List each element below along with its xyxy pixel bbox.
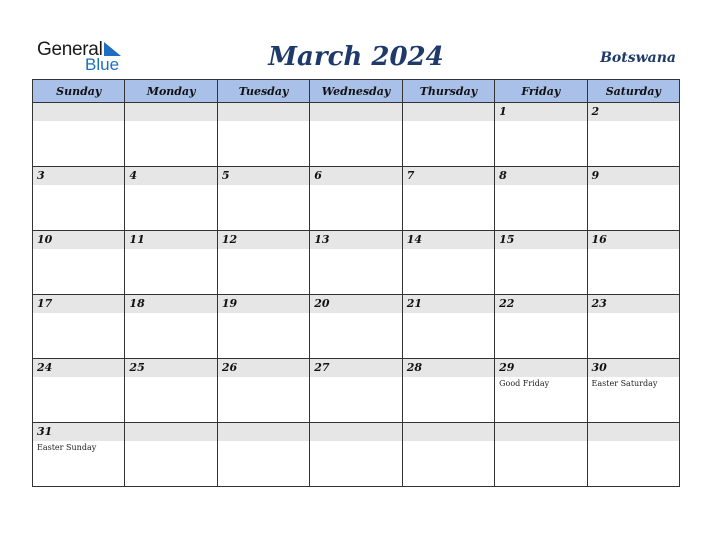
day-cell [495, 103, 587, 167]
day-number: 30 [591, 361, 607, 374]
day-cell [310, 231, 402, 295]
day-band [588, 423, 679, 441]
day-band [495, 423, 586, 441]
day-cell [587, 103, 679, 167]
day-number: 28 [406, 361, 422, 374]
day-number: 29 [499, 361, 515, 374]
day-cell [587, 295, 679, 359]
day-cell [402, 423, 494, 487]
weekday-header: Wednesday [310, 80, 402, 103]
day-band [403, 103, 494, 121]
day-number: 22 [499, 297, 515, 310]
day-cell [587, 231, 679, 295]
day-number: 7 [406, 169, 415, 182]
day-number: 19 [221, 297, 238, 310]
day-cell [33, 103, 125, 167]
day-number: 12 [221, 233, 238, 246]
day-number: 3 [37, 169, 45, 182]
day-cell [402, 103, 494, 167]
day-cell [125, 359, 217, 423]
day-number: 5 [221, 169, 230, 182]
day-number: 13 [314, 233, 330, 246]
day-number: 24 [37, 361, 53, 374]
day-number: 20 [314, 297, 330, 310]
day-cell [310, 359, 402, 423]
day-cell [217, 103, 309, 167]
day-cell [495, 167, 587, 231]
day-number: 11 [129, 233, 145, 246]
holiday-label: Easter Sunday [37, 443, 97, 452]
day-number: 25 [129, 361, 145, 374]
day-cell [495, 295, 587, 359]
day-cell [402, 167, 494, 231]
day-cell [33, 295, 125, 359]
day-cell [495, 359, 587, 423]
day-number: 9 [591, 169, 600, 182]
week-row [33, 423, 680, 487]
logo-word-general: General [37, 39, 103, 60]
day-band [218, 423, 309, 441]
day-cell [495, 231, 587, 295]
day-band [403, 167, 494, 185]
day-number: 17 [37, 297, 53, 310]
day-number: 8 [499, 169, 507, 182]
day-number: 18 [129, 297, 145, 310]
day-cell [217, 167, 309, 231]
day-cell [310, 103, 402, 167]
page-title: March 2024 [268, 42, 444, 72]
day-cell [310, 423, 402, 487]
weekday-header: Saturday [587, 80, 679, 103]
day-cell [217, 295, 309, 359]
day-band [403, 423, 494, 441]
day-band [125, 167, 216, 185]
day-band [33, 167, 124, 185]
day-number: 23 [591, 297, 607, 310]
weekday-header: Sunday [33, 80, 125, 103]
day-band [218, 103, 309, 121]
day-cell [125, 295, 217, 359]
day-cell [125, 103, 217, 167]
day-cell [125, 231, 217, 295]
day-cell [33, 167, 125, 231]
day-number: 31 [37, 425, 53, 438]
day-cell [587, 359, 679, 423]
weekday-header: Monday [125, 80, 217, 103]
country-label: Botswana [600, 50, 676, 66]
day-cell [125, 423, 217, 487]
week-row [33, 167, 680, 231]
holiday-label: Easter Saturday [591, 379, 658, 388]
day-number: 1 [499, 105, 507, 118]
day-band [495, 167, 586, 185]
weekday-header: Thursday [402, 80, 494, 103]
day-band [218, 167, 309, 185]
day-number: 15 [499, 233, 515, 246]
day-number: 4 [129, 169, 138, 182]
day-number: 21 [406, 297, 422, 310]
day-band [125, 103, 216, 121]
week-row [33, 359, 680, 423]
day-number: 16 [591, 233, 607, 246]
day-number: 27 [314, 361, 330, 374]
day-number: 6 [314, 169, 322, 182]
week-row [33, 295, 680, 359]
day-band [310, 423, 401, 441]
day-cell [310, 167, 402, 231]
day-cell [33, 423, 125, 487]
day-cell [402, 231, 494, 295]
day-cell [310, 295, 402, 359]
logo-word-blue: Blue [85, 55, 120, 74]
day-number: 2 [591, 105, 600, 118]
day-cell [33, 359, 125, 423]
day-cell [217, 359, 309, 423]
day-band [33, 103, 124, 121]
day-number: 26 [221, 361, 238, 374]
day-cell [217, 231, 309, 295]
weekday-header-row [33, 80, 680, 103]
week-row [33, 103, 680, 167]
day-cell [495, 423, 587, 487]
day-cell [587, 423, 679, 487]
day-band [495, 103, 586, 121]
day-band [125, 423, 216, 441]
day-band [310, 167, 401, 185]
day-band [588, 103, 679, 121]
day-cell [587, 167, 679, 231]
calendar-grid [32, 79, 680, 487]
week-row [33, 231, 680, 295]
holiday-label: Good Friday [499, 379, 550, 388]
day-cell [217, 423, 309, 487]
day-cell [402, 295, 494, 359]
day-cell [125, 167, 217, 231]
weekday-header: Tuesday [217, 80, 309, 103]
day-cell [402, 359, 494, 423]
weekday-header: Friday [495, 80, 587, 103]
day-band [310, 103, 401, 121]
day-band [588, 167, 679, 185]
day-number: 14 [406, 233, 422, 246]
day-cell [33, 231, 125, 295]
day-number: 10 [37, 233, 53, 246]
